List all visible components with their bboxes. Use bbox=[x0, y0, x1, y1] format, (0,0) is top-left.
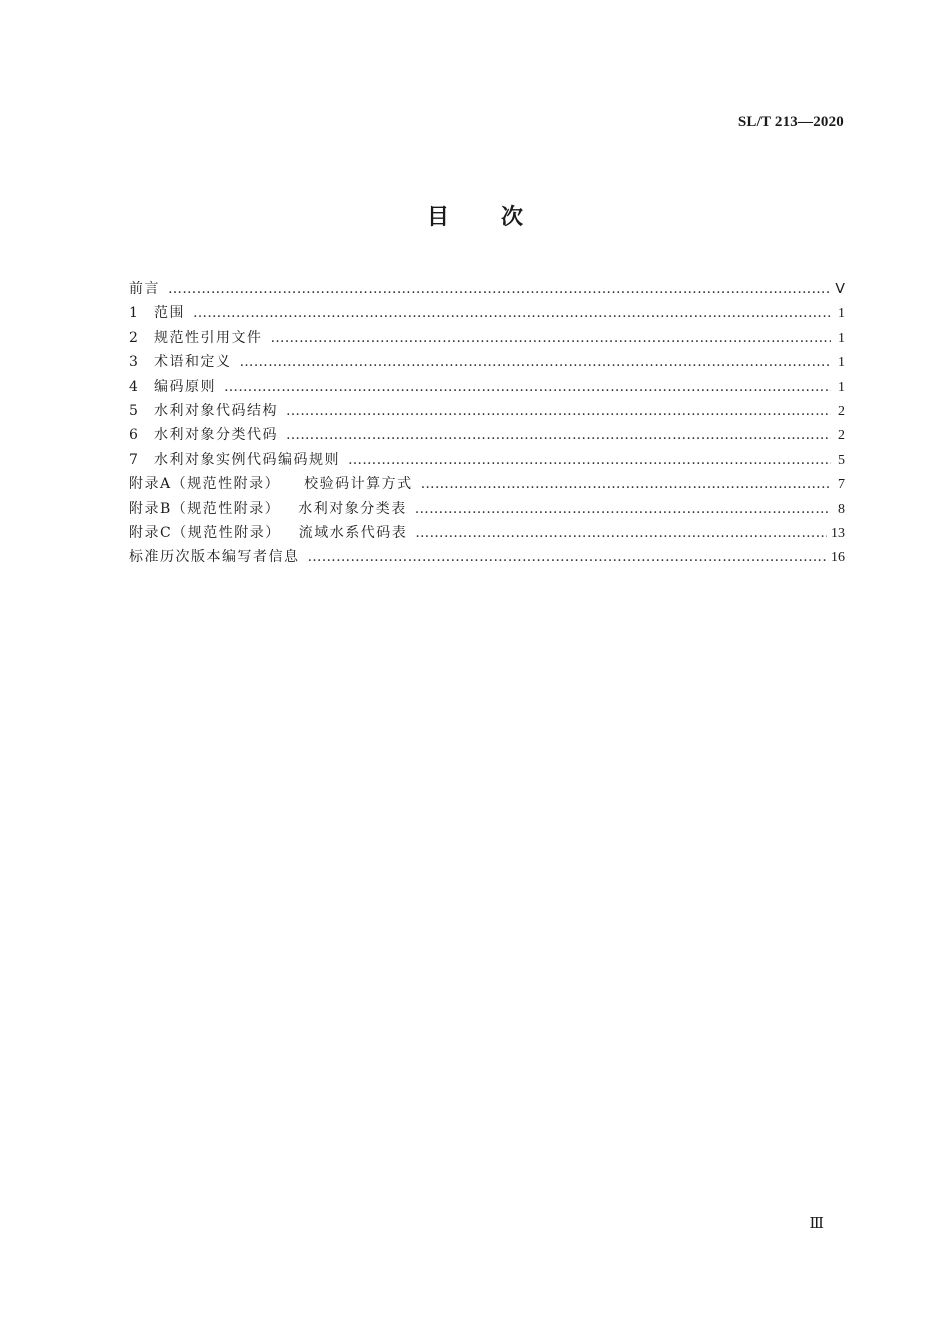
toc-leader-dots bbox=[271, 326, 832, 350]
toc-entry-page: 2 bbox=[838, 428, 845, 444]
table-of-contents bbox=[129, 277, 845, 570]
toc-leader-dots bbox=[348, 448, 831, 472]
toc-entry-label bbox=[129, 472, 413, 496]
toc-entry-classification-code[interactable] bbox=[129, 423, 845, 447]
toc-entry-number: 1 bbox=[129, 305, 138, 322]
toc-entry-number: 7 bbox=[129, 451, 138, 468]
toc-entry-code-structure[interactable] bbox=[129, 399, 845, 423]
toc-entry-foreword[interactable] bbox=[129, 277, 845, 301]
toc-entry-label: 规范性引用文件 bbox=[154, 329, 263, 346]
toc-entry-page: 1 bbox=[838, 379, 845, 395]
toc-entry-number: 2 bbox=[129, 329, 138, 346]
toc-entry-scope[interactable] bbox=[129, 301, 845, 325]
toc-entry-page: 8 bbox=[838, 501, 845, 517]
toc-entry-label bbox=[129, 521, 407, 545]
toc-entry-page: 1 bbox=[838, 330, 845, 346]
toc-entry-page: 2 bbox=[838, 403, 845, 419]
toc-entry-normative-references[interactable] bbox=[129, 326, 845, 350]
toc-entry-drafters-info[interactable] bbox=[129, 545, 845, 569]
toc-entry-page: 16 bbox=[831, 550, 845, 566]
toc-leader-dots bbox=[240, 350, 832, 374]
title-char-1: 目 bbox=[426, 205, 449, 230]
toc-entry-label: 前言 bbox=[129, 281, 160, 297]
toc-entry-label: 水利对象分类代码 bbox=[154, 427, 278, 444]
toc-entry-terms-definitions[interactable] bbox=[129, 350, 845, 374]
appendix-title: 校验码计算方式 bbox=[304, 476, 413, 493]
toc-entry-label bbox=[129, 497, 407, 521]
appendix-title: 水利对象分类表 bbox=[298, 500, 407, 517]
toc-entry-instance-code-rules[interactable] bbox=[129, 448, 845, 472]
toc-entry-number: 5 bbox=[129, 402, 138, 419]
toc-leader-dots bbox=[415, 521, 827, 545]
page-number: Ⅲ bbox=[809, 1216, 824, 1232]
toc-entry-appendix-c[interactable] bbox=[129, 521, 845, 545]
toc-entry-page: 1 bbox=[838, 355, 845, 371]
appendix-label: 附录B（规范性附录） bbox=[129, 500, 281, 517]
toc-entry-coding-principles[interactable] bbox=[129, 375, 845, 399]
toc-entry-page: 1 bbox=[838, 306, 845, 322]
title-char-2: 次 bbox=[501, 205, 524, 230]
toc-leader-dots bbox=[308, 545, 828, 569]
toc-entry-label: 编码原则 bbox=[154, 378, 216, 395]
toc-entry-label: 标准历次版本编写者信息 bbox=[129, 549, 300, 566]
toc-entry-appendix-b[interactable] bbox=[129, 497, 845, 521]
toc-entry-page: Ⅴ bbox=[835, 282, 845, 297]
toc-leader-dots bbox=[415, 497, 831, 521]
appendix-title: 流域水系代码表 bbox=[298, 524, 408, 541]
toc-leader-dots bbox=[193, 301, 831, 325]
toc-entry-appendix-a[interactable] bbox=[129, 472, 845, 496]
standard-code: SL/T 213—2020 bbox=[737, 114, 844, 130]
toc-entry-number: 6 bbox=[129, 427, 138, 444]
appendix-label: 附录C（规范性附录） bbox=[129, 524, 281, 541]
appendix-label: 附录A（规范性附录） bbox=[129, 476, 281, 493]
toc-entry-label: 水利对象实例代码编码规则 bbox=[154, 451, 340, 468]
page-title bbox=[0, 200, 950, 231]
toc-leader-dots bbox=[224, 375, 831, 399]
toc-leader-dots bbox=[421, 472, 831, 496]
toc-entry-number: 3 bbox=[129, 354, 138, 371]
toc-entry-page: 5 bbox=[838, 452, 845, 468]
toc-leader-dots bbox=[168, 277, 831, 301]
toc-entry-number: 4 bbox=[129, 378, 138, 395]
toc-entry-page: 13 bbox=[831, 525, 845, 541]
toc-entry-label: 范围 bbox=[154, 305, 185, 322]
toc-entry-label: 术语和定义 bbox=[154, 354, 232, 371]
toc-leader-dots bbox=[286, 399, 831, 423]
toc-entry-label: 水利对象代码结构 bbox=[154, 402, 278, 419]
toc-entry-page: 7 bbox=[838, 477, 845, 493]
toc-leader-dots bbox=[286, 423, 831, 447]
